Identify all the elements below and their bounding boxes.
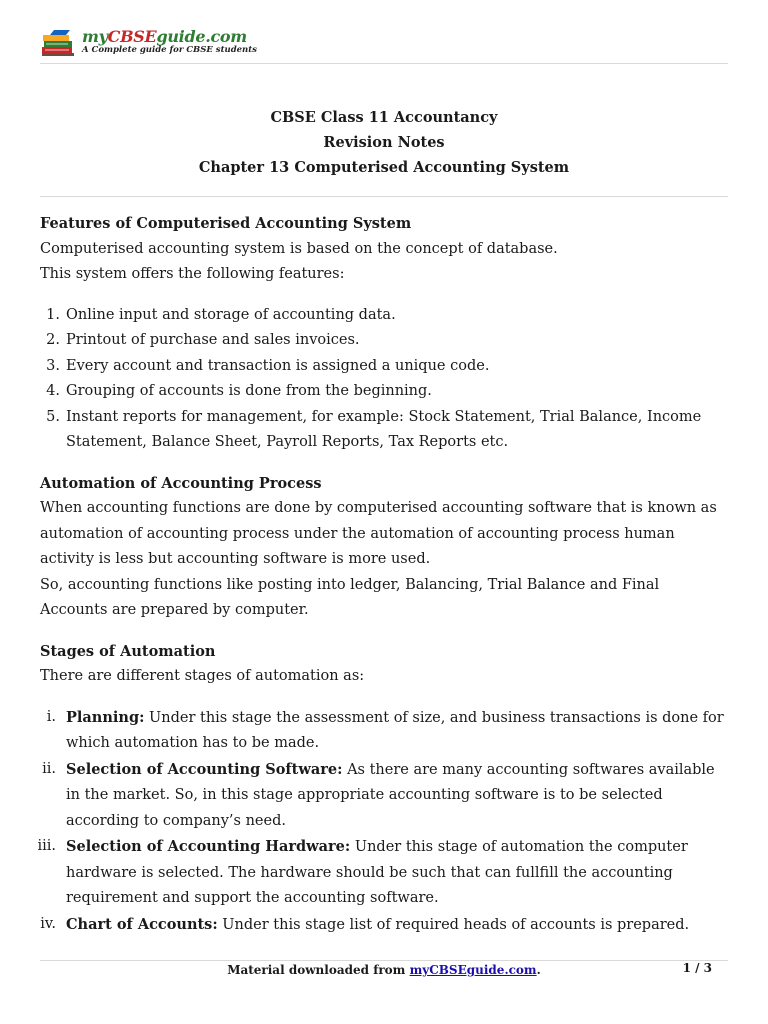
logo-name-part3: guide.com	[156, 27, 247, 46]
section-heading-features: Features of Computerised Accounting System	[40, 215, 412, 232]
list-item	[40, 354, 730, 380]
document-body	[37, 211, 730, 938]
list-number: 2.	[46, 332, 60, 348]
footer-divider	[40, 960, 728, 961]
paragraph: There are different stages of automation as:	[40, 668, 365, 684]
list-item-text: As there are many accounting softwares available in the market. So, in this stage appropriate accounting software is to be selected according to company’s need.	[66, 761, 715, 829]
paragraph: This system offers the following features:	[40, 266, 345, 282]
list-item-text: Every account and transaction is assigned a unique code.	[66, 357, 490, 374]
list-item-text: Printout of purchase and sales invoices.	[66, 332, 360, 348]
list-item-text: Instant reports for management, for example: Stock Statement, Trial Balance, Income Statement, Balance Sheet, Payroll Reports, Tax Reports etc.	[66, 408, 702, 450]
paragraph: When accounting functions are done by computerised accounting software that is known as automation of accounting process under the automation of accounting process human activity is less but accounting software is more used.	[40, 500, 717, 567]
title-line-1: CBSE Class 11 Accountancy	[270, 109, 498, 126]
footer-suffix: .	[536, 963, 541, 977]
title-line-2: Revision Notes	[323, 134, 445, 151]
list-item-text: Grouping of accounts is done from the beginning.	[66, 383, 432, 399]
site-logo[interactable]	[40, 27, 260, 61]
footer-site-link[interactable]: myCBSEguide.com	[409, 963, 537, 977]
title-divider	[40, 196, 728, 197]
list-item-term: Planning:	[66, 708, 145, 726]
list-item	[40, 405, 730, 456]
list-item-text: Under this stage of automation the computer hardware is selected. The hardware should be such that can fullfill the accounting requirement and support the accounting software.	[66, 839, 688, 906]
list-item	[40, 379, 730, 405]
header-divider	[40, 63, 728, 64]
page-footer	[40, 963, 728, 977]
list-number: 3.	[46, 357, 60, 374]
footer-prefix: Material downloaded from	[227, 963, 410, 977]
list-item	[40, 328, 730, 354]
section-heading-automation: Automation of Accounting Process	[40, 474, 322, 492]
stages-list	[37, 705, 730, 939]
title-line-3: Chapter 13 Computerised Accounting System	[198, 159, 570, 176]
list-item-text: Under this stage list of required heads of accounts is prepared.	[217, 916, 690, 933]
features-list	[40, 303, 730, 456]
logo-tagline: A Complete guide for CBSE students	[82, 45, 257, 55]
logo-name-part2: CBSE	[107, 27, 157, 46]
logo-name-part1: my	[82, 27, 108, 46]
list-number: 1.	[46, 306, 60, 323]
list-number: 4.	[46, 383, 60, 399]
list-item	[40, 757, 730, 835]
list-item-text: Under this stage the assessment of size, and business transactions is done for which automation has to be made.	[66, 709, 724, 751]
list-number: 5.	[46, 408, 60, 425]
list-item	[40, 705, 730, 757]
list-item-term: Selection of Accounting Software:	[66, 760, 343, 778]
list-item-term: Chart of Accounts:	[66, 915, 218, 933]
paragraph: So, accounting functions like posting into ledger, Balancing, Trial Balance and Final Accounts are prepared by computer.	[40, 576, 660, 618]
list-item	[37, 834, 730, 912]
books-logo-icon	[40, 29, 78, 57]
document-title	[40, 105, 728, 180]
list-number: i.	[46, 708, 56, 725]
logo-wordmark	[82, 27, 247, 46]
list-item	[40, 303, 730, 329]
page-number: 1 / 3	[682, 961, 712, 975]
paragraph: Computerised accounting system is based on the concept of database.	[40, 240, 558, 257]
list-item	[40, 912, 730, 939]
list-item-text: Online input and storage of accounting data.	[66, 306, 396, 323]
list-item-term: Selection of Accounting Hardware:	[66, 838, 351, 855]
section-heading-stages: Stages of Automation	[40, 642, 216, 660]
list-number: iii.	[37, 838, 56, 854]
list-number: iv.	[40, 915, 56, 932]
list-number: ii.	[42, 760, 56, 777]
